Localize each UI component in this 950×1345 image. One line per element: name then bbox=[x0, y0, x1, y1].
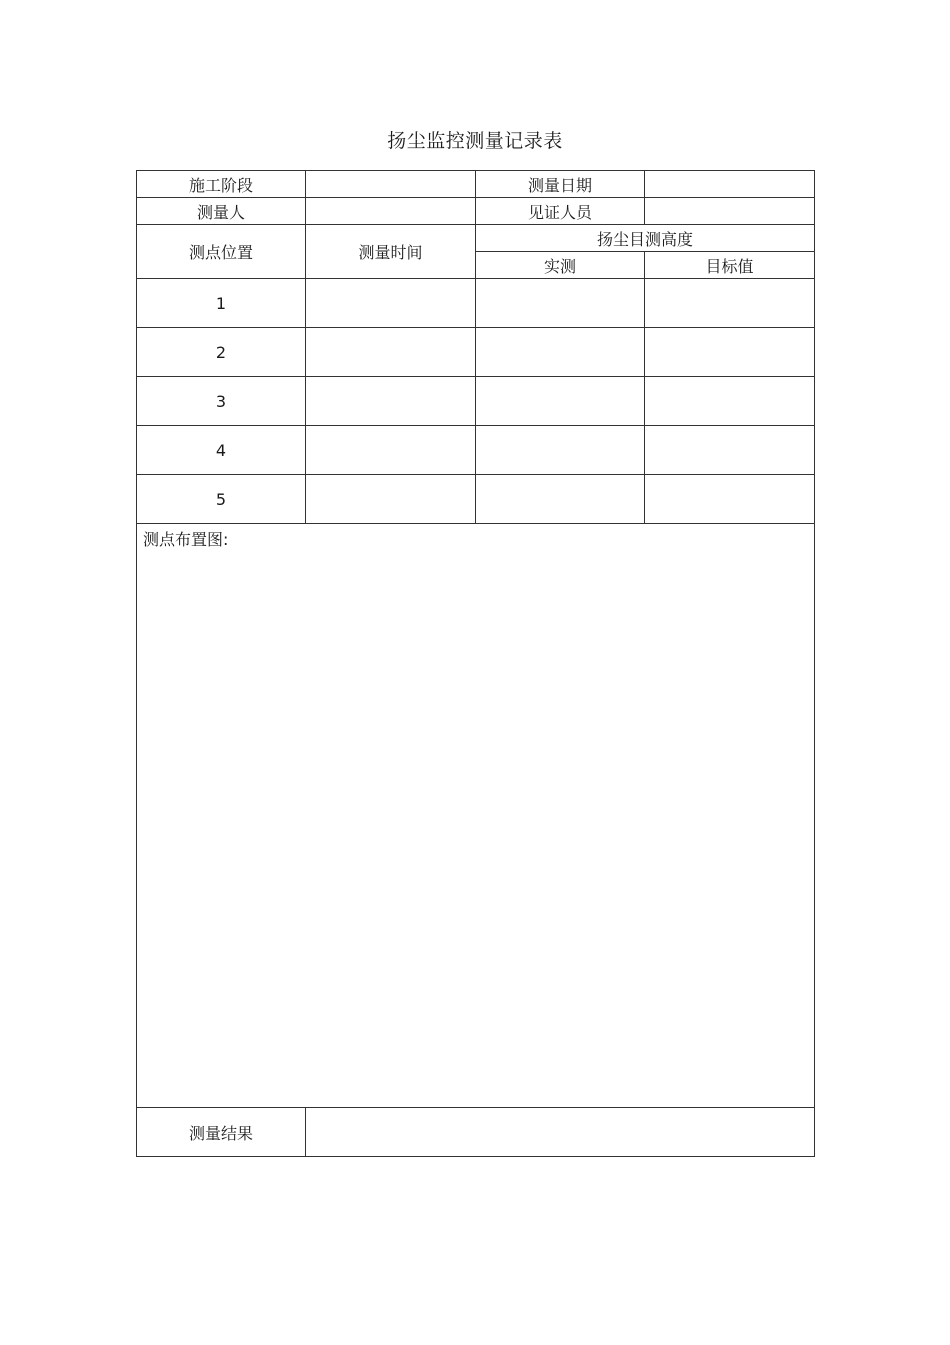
target-header: 目标值 bbox=[645, 252, 815, 279]
actual-cell[interactable] bbox=[476, 475, 645, 524]
actual-cell[interactable] bbox=[476, 279, 645, 328]
result-row bbox=[137, 1108, 815, 1157]
actual-cell[interactable] bbox=[476, 377, 645, 426]
construction-stage-label: 施工阶段 bbox=[137, 171, 306, 198]
form-title: 扬尘监控测量记录表 bbox=[387, 130, 563, 152]
header-row-top bbox=[137, 225, 815, 252]
measurement-date-label: 测量日期 bbox=[476, 171, 645, 198]
target-cell[interactable] bbox=[645, 377, 815, 426]
table-row bbox=[137, 426, 815, 475]
table-row bbox=[137, 475, 815, 524]
point-number: 5 bbox=[137, 475, 306, 524]
record-table bbox=[136, 170, 815, 1157]
witness-value[interactable] bbox=[645, 198, 815, 225]
measurement-date-value[interactable] bbox=[645, 171, 815, 198]
time-cell[interactable] bbox=[306, 426, 476, 475]
result-value[interactable] bbox=[306, 1108, 815, 1157]
witness-label: 见证人员 bbox=[476, 198, 645, 225]
point-number: 2 bbox=[137, 328, 306, 377]
time-header: 测量时间 bbox=[306, 225, 476, 279]
point-number: 3 bbox=[137, 377, 306, 426]
time-cell[interactable] bbox=[306, 377, 476, 426]
time-cell[interactable] bbox=[306, 328, 476, 377]
construction-stage-value[interactable] bbox=[306, 171, 476, 198]
target-cell[interactable] bbox=[645, 279, 815, 328]
result-label: 测量结果 bbox=[137, 1108, 306, 1157]
dust-height-header: 扬尘目测高度 bbox=[476, 225, 815, 252]
point-number: 1 bbox=[137, 279, 306, 328]
point-number: 4 bbox=[137, 426, 306, 475]
table-row bbox=[137, 328, 815, 377]
actual-header: 实测 bbox=[476, 252, 645, 279]
info-row-stage bbox=[137, 171, 815, 198]
table-row bbox=[137, 279, 815, 328]
actual-cell[interactable] bbox=[476, 426, 645, 475]
layout-diagram-area[interactable] bbox=[137, 524, 815, 1108]
table-row bbox=[137, 377, 815, 426]
layout-diagram-row bbox=[137, 524, 815, 1108]
target-cell[interactable] bbox=[645, 475, 815, 524]
location-header: 测点位置 bbox=[137, 225, 306, 279]
target-cell[interactable] bbox=[645, 426, 815, 475]
actual-cell[interactable] bbox=[476, 328, 645, 377]
target-cell[interactable] bbox=[645, 328, 815, 377]
info-row-person bbox=[137, 198, 815, 225]
measurer-label: 测量人 bbox=[137, 198, 306, 225]
layout-diagram-label: 测点布置图: bbox=[143, 530, 229, 549]
time-cell[interactable] bbox=[306, 475, 476, 524]
measurer-value[interactable] bbox=[306, 198, 476, 225]
time-cell[interactable] bbox=[306, 279, 476, 328]
